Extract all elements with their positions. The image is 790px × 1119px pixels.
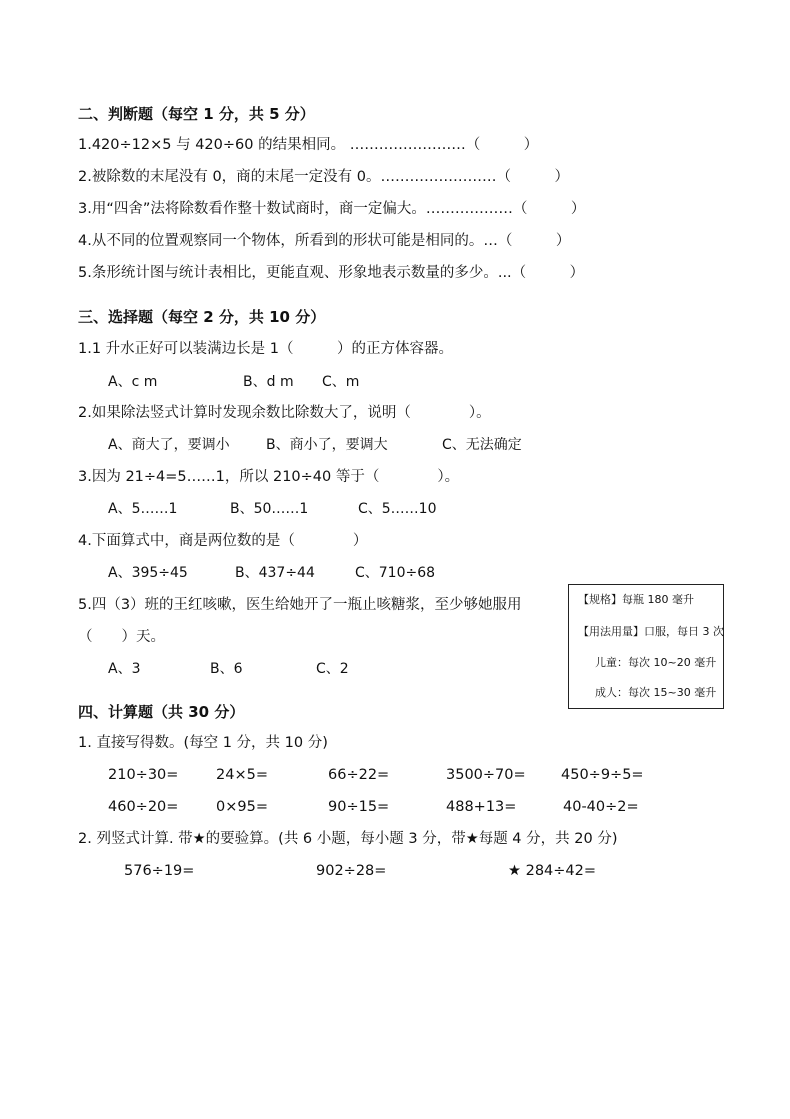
choice-question-1: 1.1 升水正好可以装满边长是 1（ ）的正方体容器。 [78, 341, 454, 357]
medicine-spec: 【规格】每瓶 180 毫升 [578, 593, 694, 606]
calc-item: 24×5= [216, 767, 268, 783]
choice-2-option-a: A、商大了，要调小 [108, 437, 230, 453]
choice-question-4: 4.下面算式中，商是两位数的是（ ） [78, 533, 368, 549]
vertical-calc-item-starred: ★ 284÷42= [508, 863, 597, 879]
medicine-adult-dose: 成人：每次 15~30 毫升 [595, 686, 717, 699]
medicine-child-dose: 儿童：每次 10~20 毫升 [595, 656, 717, 669]
choice-section-heading: 三、选择题（每空 2 分，共 10 分） [78, 308, 326, 326]
medicine-usage: 【用法用量】口服，每日 3 次 [578, 625, 724, 638]
judge-question-4: 4.从不同的位置观察同一个物体，所看到的形状可能是相同的。…（ ） [78, 233, 571, 249]
judge-question-2: 2.被除数的末尾没有 0，商的末尾一定没有 0。……………………（ ） [78, 169, 570, 185]
calc-item: 488+13= [446, 799, 517, 815]
calc-subheading-2: 2. 列竖式计算. 带★的要验算。(共 6 小题，每小题 3 分，带★每题 4 分，共 20 分) [78, 831, 618, 847]
vertical-calc-item: 902÷28= [316, 863, 387, 879]
choice-3-option-b: B、50……1 [230, 501, 309, 517]
choice-question-2: 2.如果除法竖式计算时发现余数比除数大了，说明（ ）。 [78, 405, 491, 421]
choice-question-5: 5.四（3）班的王红咳嗽，医生给她开了一瓶止咳糖浆，至少够她服用 [78, 597, 522, 613]
judge-section-heading: 二、判断题（每空 1 分，共 5 分） [78, 105, 315, 123]
choice-4-option-c: C、710÷68 [355, 565, 436, 581]
choice-4-option-a: A、395÷45 [108, 565, 188, 581]
calc-item: 40-40÷2= [563, 799, 639, 815]
calc-section-heading: 四、计算题（共 30 分） [78, 703, 245, 721]
calc-item: 460÷20= [108, 799, 179, 815]
calc-item: 3500÷70= [446, 767, 526, 783]
choice-question-3: 3.因为 21÷4=5……1，所以 210÷40 等于（ ）。 [78, 469, 460, 485]
choice-3-option-c: C、5……10 [358, 501, 437, 517]
choice-4-option-b: B、437÷44 [235, 565, 315, 581]
choice-1-option-a: A、c m [108, 374, 158, 390]
choice-5-option-a: A、3 [108, 661, 141, 677]
choice-5-option-c: C、2 [316, 661, 349, 677]
choice-1-option-b: B、d m [243, 374, 294, 390]
medicine-label-box [568, 584, 724, 709]
choice-5-option-b: B、6 [210, 661, 243, 677]
calc-subheading-1: 1. 直接写得数。(每空 1 分，共 10 分) [78, 735, 328, 751]
calc-item: 210÷30= [108, 767, 179, 783]
choice-1-option-c: C、m [322, 374, 360, 390]
calc-item: 450÷9÷5= [561, 767, 644, 783]
judge-question-5: 5.条形统计图与统计表相比，更能直观、形象地表示数量的多少。...（ ） [78, 265, 585, 281]
judge-question-3: 3.用“四舍”法将除数看作整十数试商时，商一定偏大。………………（ ） [78, 201, 586, 217]
choice-3-option-a: A、5……1 [108, 501, 178, 517]
calc-item: 90÷15= [328, 799, 390, 815]
judge-question-1: 1.420÷12×5 与 420÷60 的结果相同。 ……………………（ ） [78, 137, 539, 153]
choice-2-option-b: B、商小了，要调大 [266, 437, 388, 453]
calc-item: 66÷22= [328, 767, 390, 783]
choice-2-option-c: C、无法确定 [442, 437, 522, 453]
choice-question-5-continued: （ ）天。 [78, 629, 165, 645]
calc-item: 0×95= [216, 799, 268, 815]
vertical-calc-item: 576÷19= [124, 863, 195, 879]
